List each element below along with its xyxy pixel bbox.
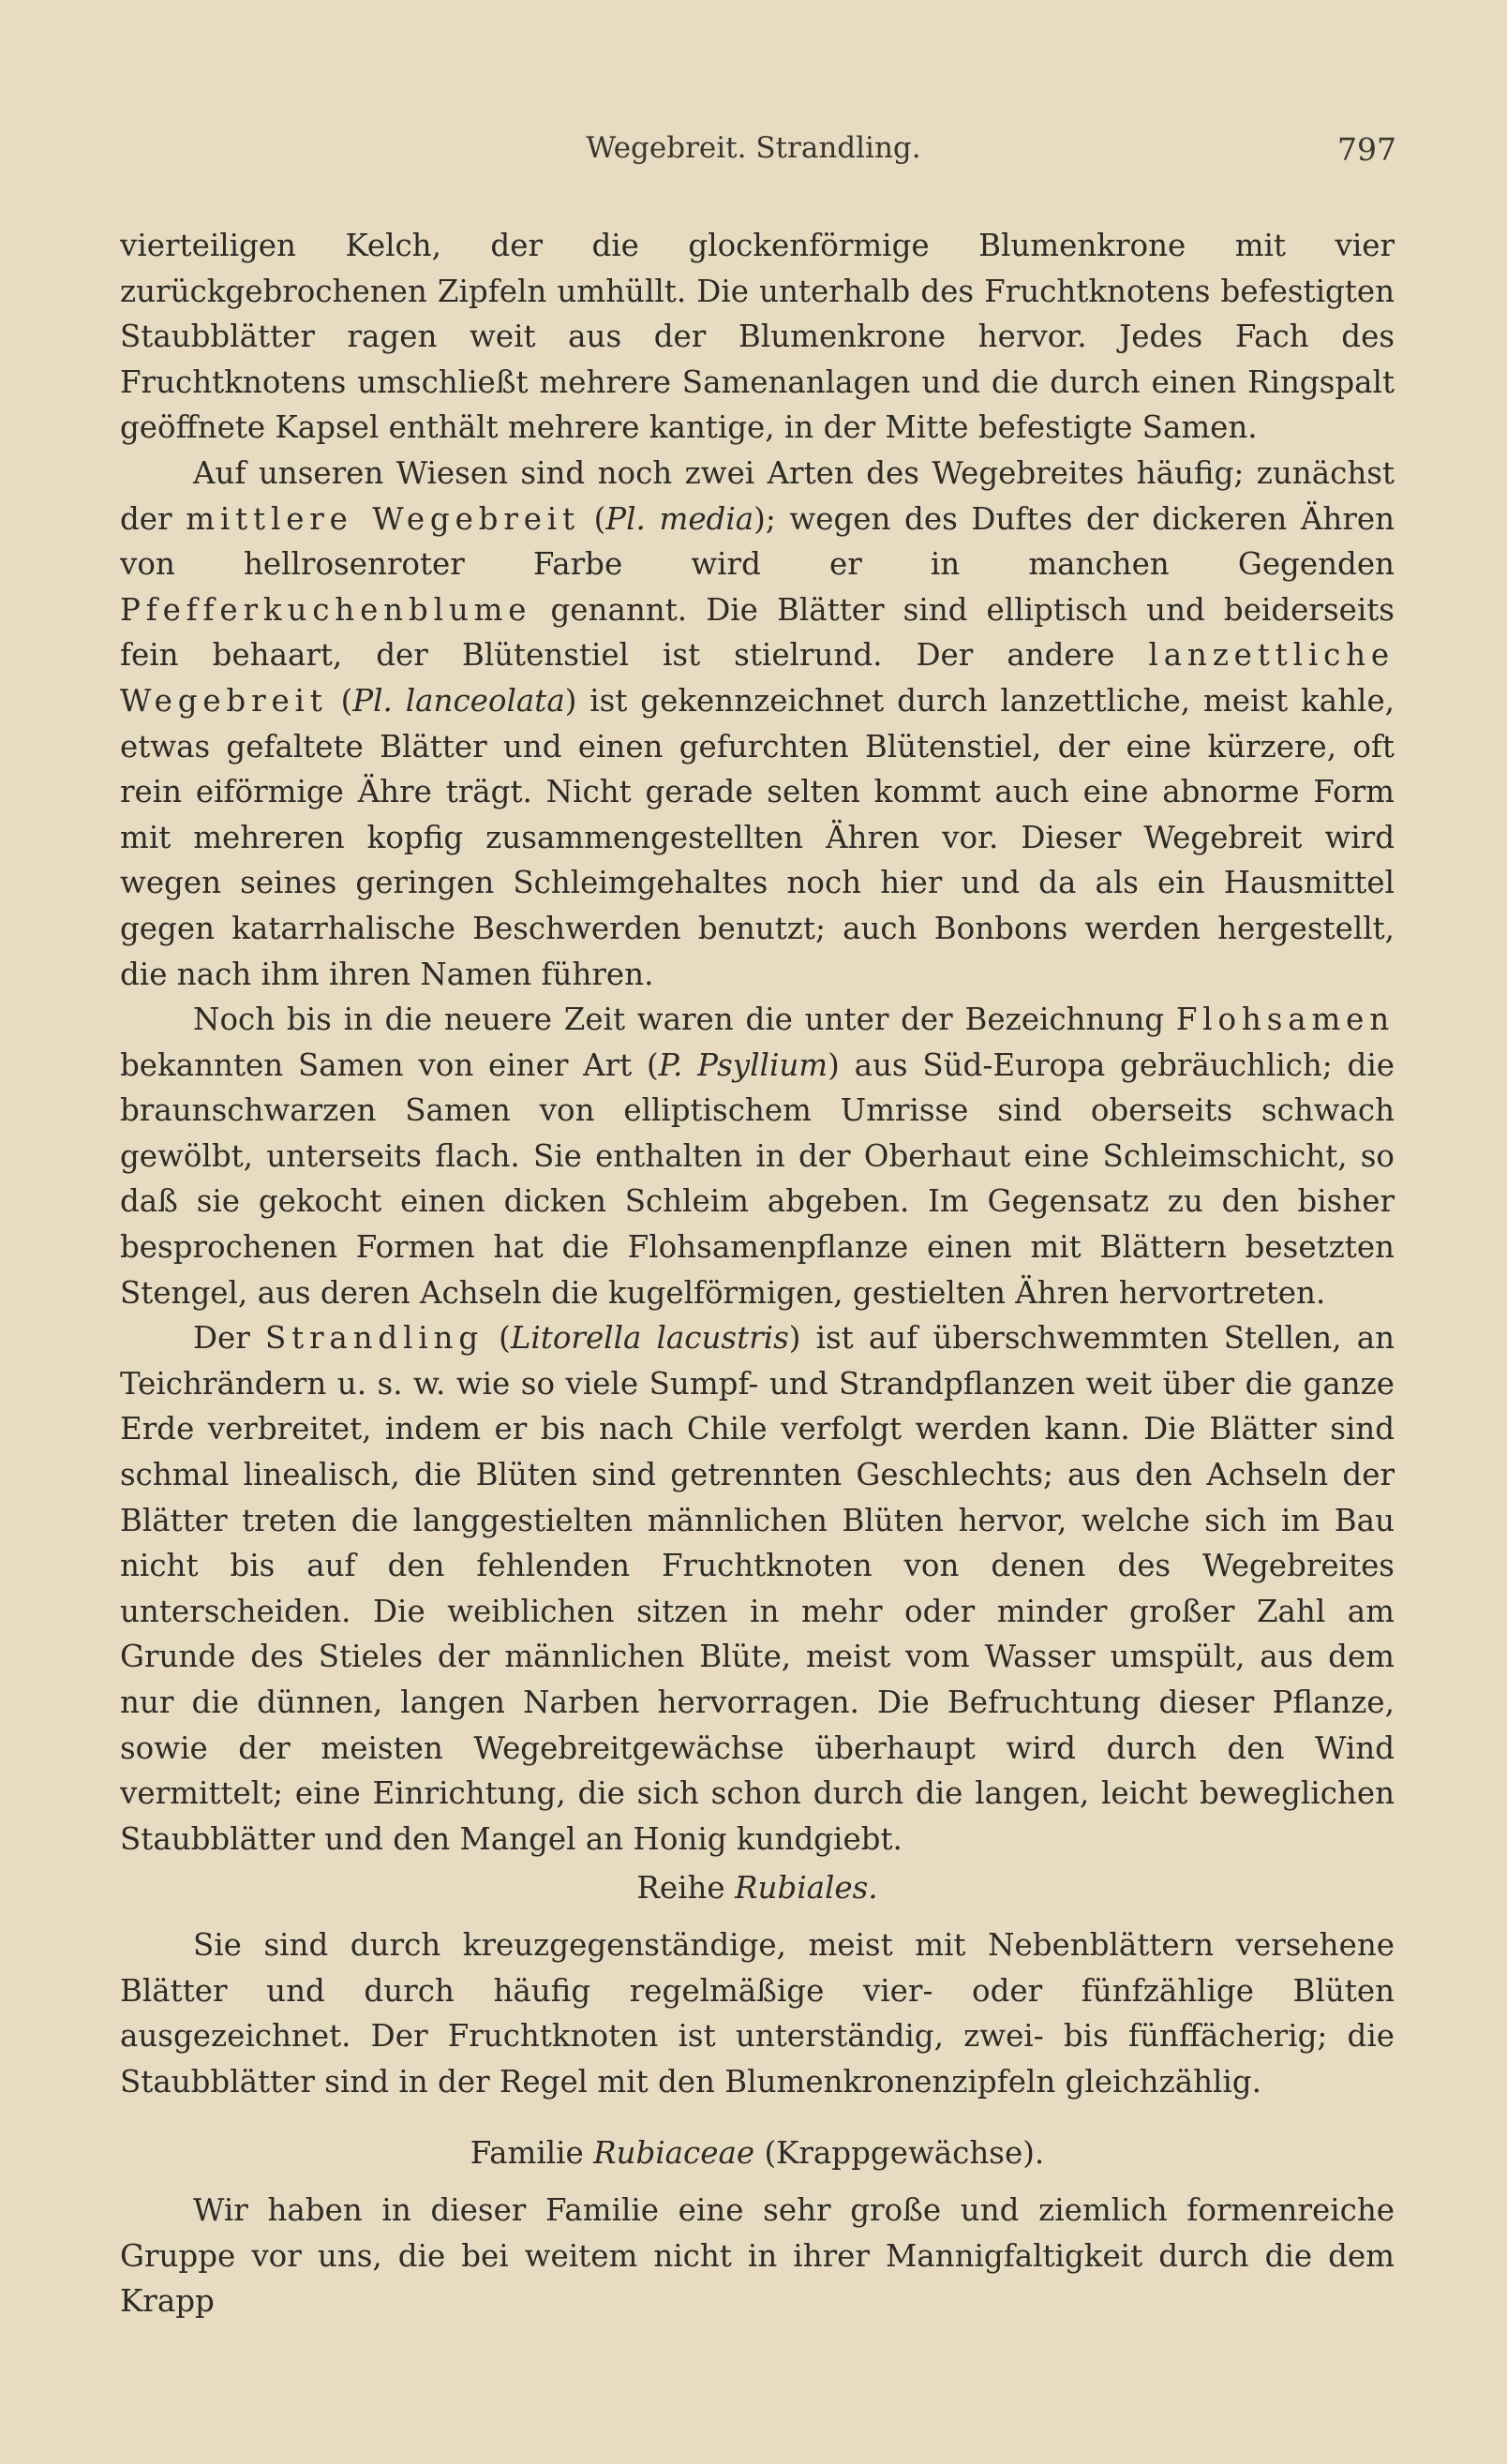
heading-label: Familie [470, 2135, 594, 2172]
emphasized-term: Flohsamen [1175, 1002, 1395, 1038]
text-run: Auf unseren Wiesen sind noch zwei Arten des Wegebreites häufig; zunächst der [120, 454, 1395, 537]
paragraph-5: Sie sind durch kreuzgegenständige, meist mit Nebenblättern versehene Blätter und durch häufig regelmäßige vier- oder fünfzählige Blüten ausgezeichnet. Der Fruchtknoten ist unterständig, zwei- bis fünffächerig; die Staubblätter sind in der Regel mit den Blumenkronenzipfeln gleichzählig. [120, 1926, 1395, 2100]
text-run: ( [579, 500, 606, 537]
section-heading-rubiaceae [120, 2130, 1395, 2176]
heading-latin-name: Rubiaceae [593, 2135, 755, 2172]
text-run: ) ist auf überschwemmten Stellen, an Teichrändern u. s. w. wie so viele Sumpf- und Strandpflanzen weit über die ganze Erde verbreitet, indem er bis nach Chile verfolgt werden kann. Die Blätter sind schmal linealisch, die Blüten sind getrennten Geschlechts; aus den Achseln der Blätter treten die langgestielten männlichen Blüten hervor, welche sich im Bau nicht bis auf den fehlenden Fruchtknoten von denen des Wegebreites unterscheiden. Die weiblichen sitzen in mehr oder minder großer Zahl am Grunde des Stieles der männlichen Blüte, meist vom Wasser umspült, aus dem nur die dünnen, langen Narben hervorragen. Die Befruchtung dieser Pflanze, sowie der meisten Wegebreitgewächse überhaupt wird durch den Wind vermittelt; eine Einrichtung, die sich schon durch die langen, leicht beweglichen Staubblätter und den Mangel an Honig kundgiebt. [120, 1320, 1395, 1857]
heading-label: Reihe [636, 1870, 735, 1907]
paragraph-6: Wir haben in dieser Familie eine sehr große und ziemlich formenreiche Gruppe vor uns, die bei weitem nicht in ihrer Mannigfaltigkeit durch die dem Krapp [120, 2191, 1395, 2320]
emphasized-term: Pfefferkuchenblume [120, 591, 532, 628]
emphasized-term: Strandling [264, 1320, 484, 1357]
text-run: ) ist gekennzeichnet durch lanzettliche, meist kahle, etwas gefaltete Blätter und einen gefurchten Blütenstiel, der eine kürzere, oft rein eiförmige Ähre trägt. Nicht gerade selten kommt auch eine abnorme Form mit mehreren kopfig zusammengestellten Ähren vor. Dieser Wegebreit wird wegen seines geringen Schleimgehaltes noch hier und da als ein Hausmittel gegen katarrhalische Beschwerden benutzt; auch Bonbons werden hergestellt, die nach ihm ihren Namen führen. [120, 682, 1395, 992]
paragraph-4 [120, 1315, 1395, 1862]
text-run: ( [483, 1320, 511, 1357]
latin-name: Litorella lacustris [510, 1320, 789, 1357]
text-run: bekannten Samen von einer Art ( [120, 1046, 659, 1083]
page-header [0, 131, 1507, 178]
latin-name: Pl. media [605, 500, 754, 537]
page-body [120, 223, 1395, 2324]
paragraph-2 [120, 451, 1395, 997]
paragraph-1: vierteiligen Kelch, der die glockenförmige Blumenkrone mit vier zurückgebrochenen Zipfeln umhüllt. Die unterhalb des Fruchtknotens befestigten Staubblätter ragen weit aus der Blumenkrone hervor. Jedes Fach des Fruchtknotens umschließt mehrere Samenanlagen und die durch einen Ringspalt geöffnete Kapsel enthält mehrere kantige, in der Mitte befestigte Samen. [120, 228, 1395, 446]
paragraph-3 [120, 997, 1395, 1315]
text-run: ) aus Süd-Europa gebräuchlich; die braunschwarzen Samen von elliptischem Umrisse sind oberseits schwach gewölbt, unterseits flach. Sie enthalten in der Oberhaut eine Schleimschicht, so daß sie gekocht einen dicken Schleim abgeben. Im Gegensatz zu den bisher besprochenen Formen hat die Flohsamenpflanze einen mit Blättern besetzten Stengel, aus deren Achseln die kugelförmigen, gestielten Ähren hervortreten. [120, 1046, 1395, 1311]
text-run: ); wegen des Duftes der dickeren Ähren von hellrosenroter Farbe wird er in manchen Gegenden [120, 500, 1395, 583]
latin-name: Pl. lanceolata [352, 682, 565, 719]
emphasized-term: lanzettliche Wegebreit [120, 637, 1395, 719]
text-run: Der [193, 1320, 265, 1357]
emphasized-term: mittlere Wegebreit [186, 500, 580, 537]
heading-latin-name: Rubiales. [734, 1870, 878, 1907]
page-number: 797 [1337, 131, 1396, 168]
latin-name: P. Psyllium [658, 1046, 828, 1083]
running-title: Wegebreit. Strandling. [586, 131, 921, 165]
section-heading-rubiales [120, 1865, 1395, 1911]
text-run: genannt. Die Blätter sind elliptisch und beiderseits fein behaart, der Blütenstiel ist stielrund. Der andere [120, 591, 1395, 674]
text-run: ( [327, 682, 353, 719]
heading-suffix: (Krappgewächse). [754, 2135, 1045, 2172]
text-run: Noch bis in die neuere Zeit waren die unter der Bezeichnung [193, 1002, 1176, 1038]
